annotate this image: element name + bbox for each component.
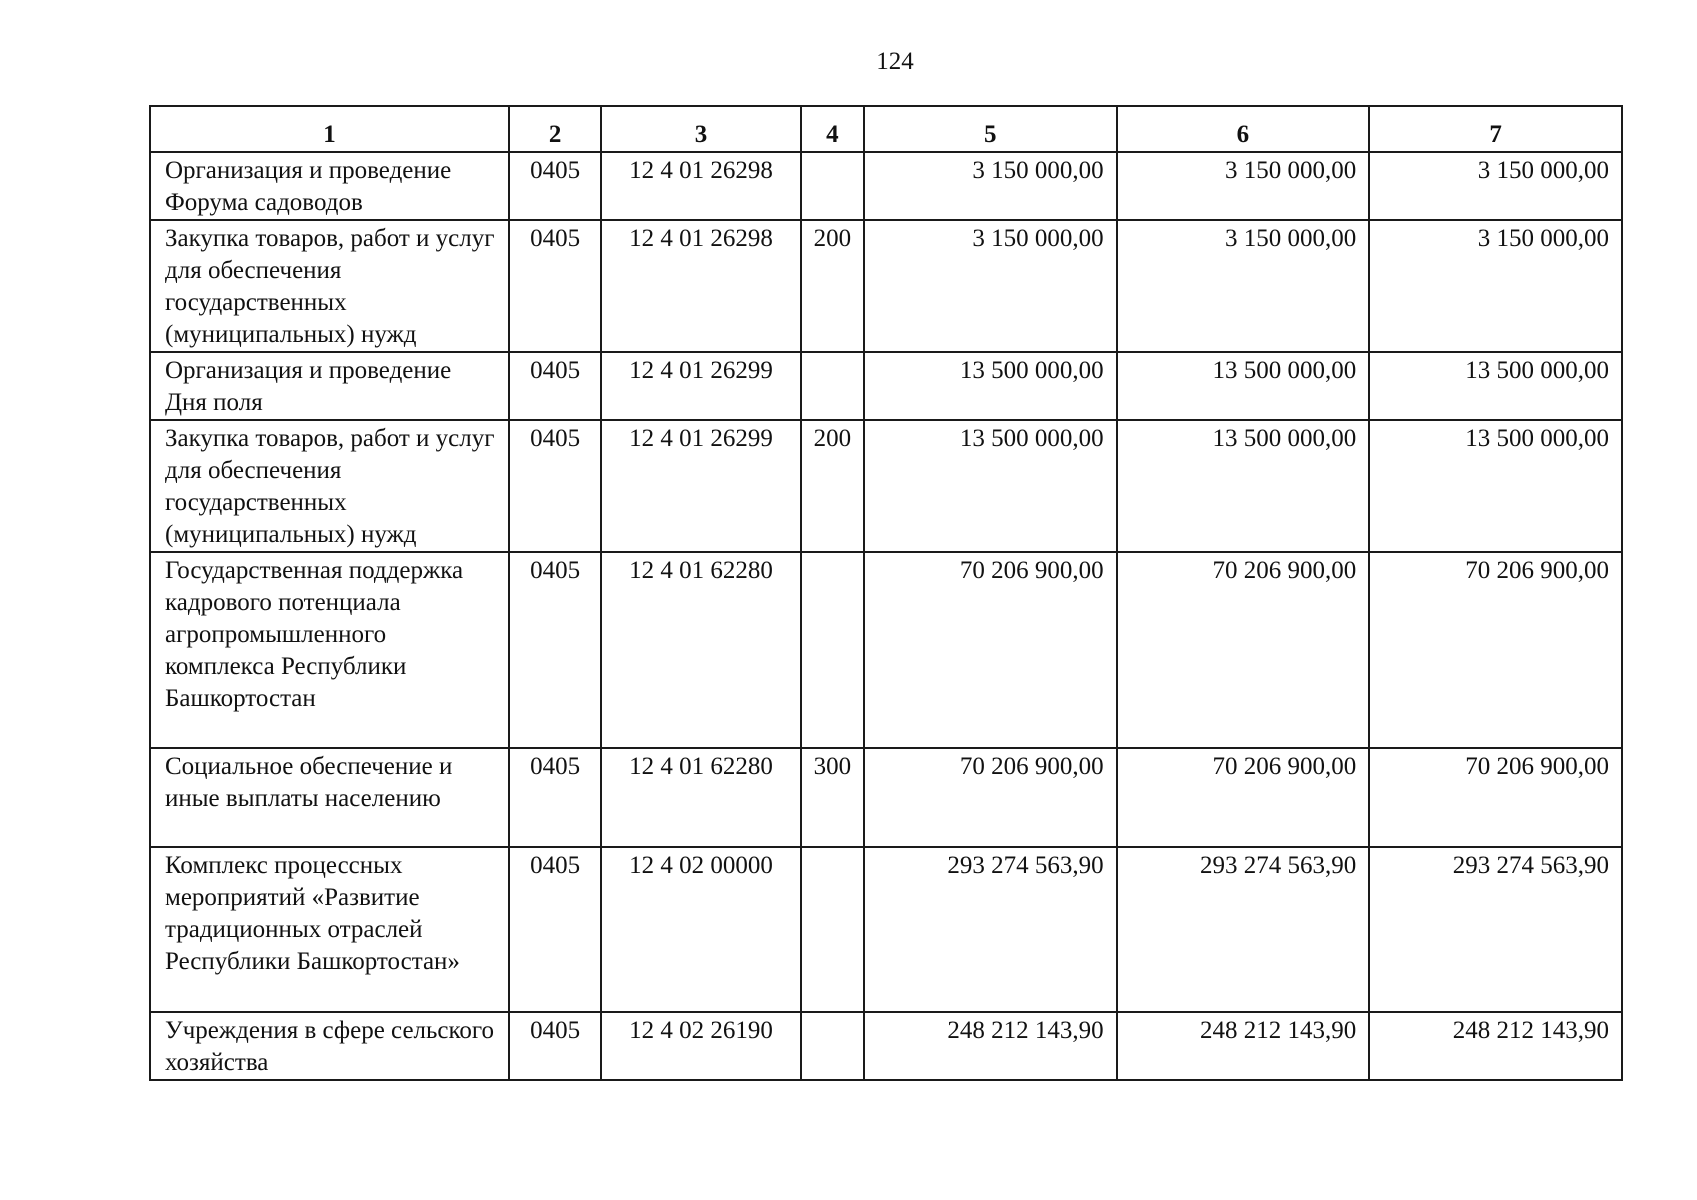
- row-amount-col7: 13 500 000,00: [1369, 352, 1622, 420]
- row-type: [801, 552, 864, 748]
- row-amount-col5: 3 150 000,00: [864, 152, 1117, 220]
- row-name: Организация и проведение Форума садоводов: [150, 152, 509, 220]
- row-target: 12 4 01 26299: [601, 420, 801, 552]
- row-amount-col7: 70 206 900,00: [1369, 748, 1622, 847]
- row-type: 300: [801, 748, 864, 847]
- table-row: [150, 152, 1622, 220]
- row-name: Организация и проведение Дня поля: [150, 352, 509, 420]
- header-col-7: 7: [1369, 106, 1622, 152]
- row-section: 0405: [509, 152, 601, 220]
- row-section: 0405: [509, 420, 601, 552]
- table-header-row: [150, 106, 1622, 152]
- row-type: [801, 1012, 864, 1080]
- page-number: 124: [876, 48, 914, 75]
- table-row: [150, 552, 1622, 748]
- row-amount-col6: 70 206 900,00: [1117, 552, 1370, 748]
- row-amount-col5: 293 274 563,90: [864, 847, 1117, 1012]
- row-section: 0405: [509, 847, 601, 1012]
- row-target: 12 4 01 26299: [601, 352, 801, 420]
- row-section: 0405: [509, 352, 601, 420]
- row-section: 0405: [509, 748, 601, 847]
- row-section: 0405: [509, 1012, 601, 1080]
- row-name: Закупка товаров, работ и услуг для обеспечения государственных (муниципальных) нужд: [150, 220, 509, 352]
- row-section: 0405: [509, 220, 601, 352]
- header-col-2: 2: [509, 106, 601, 152]
- header-col-6: 6: [1117, 106, 1370, 152]
- row-amount-col6: 3 150 000,00: [1117, 152, 1370, 220]
- row-name: Комплекс процессных мероприятий «Развитие традиционных отраслей Республики Башкортостан»: [150, 847, 509, 1012]
- row-target: 12 4 02 00000: [601, 847, 801, 1012]
- budget-table: [149, 105, 1623, 1081]
- table-row: [150, 220, 1622, 352]
- table-row: [150, 1012, 1622, 1080]
- row-section: 0405: [509, 552, 601, 748]
- row-amount-col7: 3 150 000,00: [1369, 152, 1622, 220]
- header-col-4: 4: [801, 106, 864, 152]
- row-target: 12 4 01 62280: [601, 552, 801, 748]
- row-name: Государственная поддержка кадрового потенциала агропромышленного комплекса Республики Башкортостан: [150, 552, 509, 748]
- header-col-3: 3: [601, 106, 801, 152]
- row-target: 12 4 01 26298: [601, 220, 801, 352]
- row-type: [801, 152, 864, 220]
- row-target: 12 4 01 62280: [601, 748, 801, 847]
- row-amount-col6: 248 212 143,90: [1117, 1012, 1370, 1080]
- row-amount-col5: 3 150 000,00: [864, 220, 1117, 352]
- row-amount-col5: 248 212 143,90: [864, 1012, 1117, 1080]
- row-amount-col6: 70 206 900,00: [1117, 748, 1370, 847]
- row-name: Социальное обеспечение и иные выплаты населению: [150, 748, 509, 847]
- row-name: Закупка товаров, работ и услуг для обеспечения государственных (муниципальных) нужд: [150, 420, 509, 552]
- row-type: [801, 847, 864, 1012]
- header-col-1: 1: [150, 106, 509, 152]
- row-amount-col7: 248 212 143,90: [1369, 1012, 1622, 1080]
- header-col-5: 5: [864, 106, 1117, 152]
- row-amount-col6: 13 500 000,00: [1117, 352, 1370, 420]
- row-amount-col7: 70 206 900,00: [1369, 552, 1622, 748]
- row-amount-col6: 13 500 000,00: [1117, 420, 1370, 552]
- row-type: 200: [801, 420, 864, 552]
- row-amount-col5: 13 500 000,00: [864, 352, 1117, 420]
- table-row: [150, 847, 1622, 1012]
- table-row: [150, 420, 1622, 552]
- row-type: [801, 352, 864, 420]
- row-amount-col7: 13 500 000,00: [1369, 420, 1622, 552]
- table-row: [150, 748, 1622, 847]
- row-type: 200: [801, 220, 864, 352]
- row-amount-col5: 13 500 000,00: [864, 420, 1117, 552]
- row-amount-col6: 293 274 563,90: [1117, 847, 1370, 1012]
- row-amount-col6: 3 150 000,00: [1117, 220, 1370, 352]
- row-amount-col5: 70 206 900,00: [864, 552, 1117, 748]
- row-amount-col5: 70 206 900,00: [864, 748, 1117, 847]
- row-name: Учреждения в сфере сельского хозяйства: [150, 1012, 509, 1080]
- row-target: 12 4 01 26298: [601, 152, 801, 220]
- row-amount-col7: 3 150 000,00: [1369, 220, 1622, 352]
- table-row: [150, 352, 1622, 420]
- row-amount-col7: 293 274 563,90: [1369, 847, 1622, 1012]
- row-target: 12 4 02 26190: [601, 1012, 801, 1080]
